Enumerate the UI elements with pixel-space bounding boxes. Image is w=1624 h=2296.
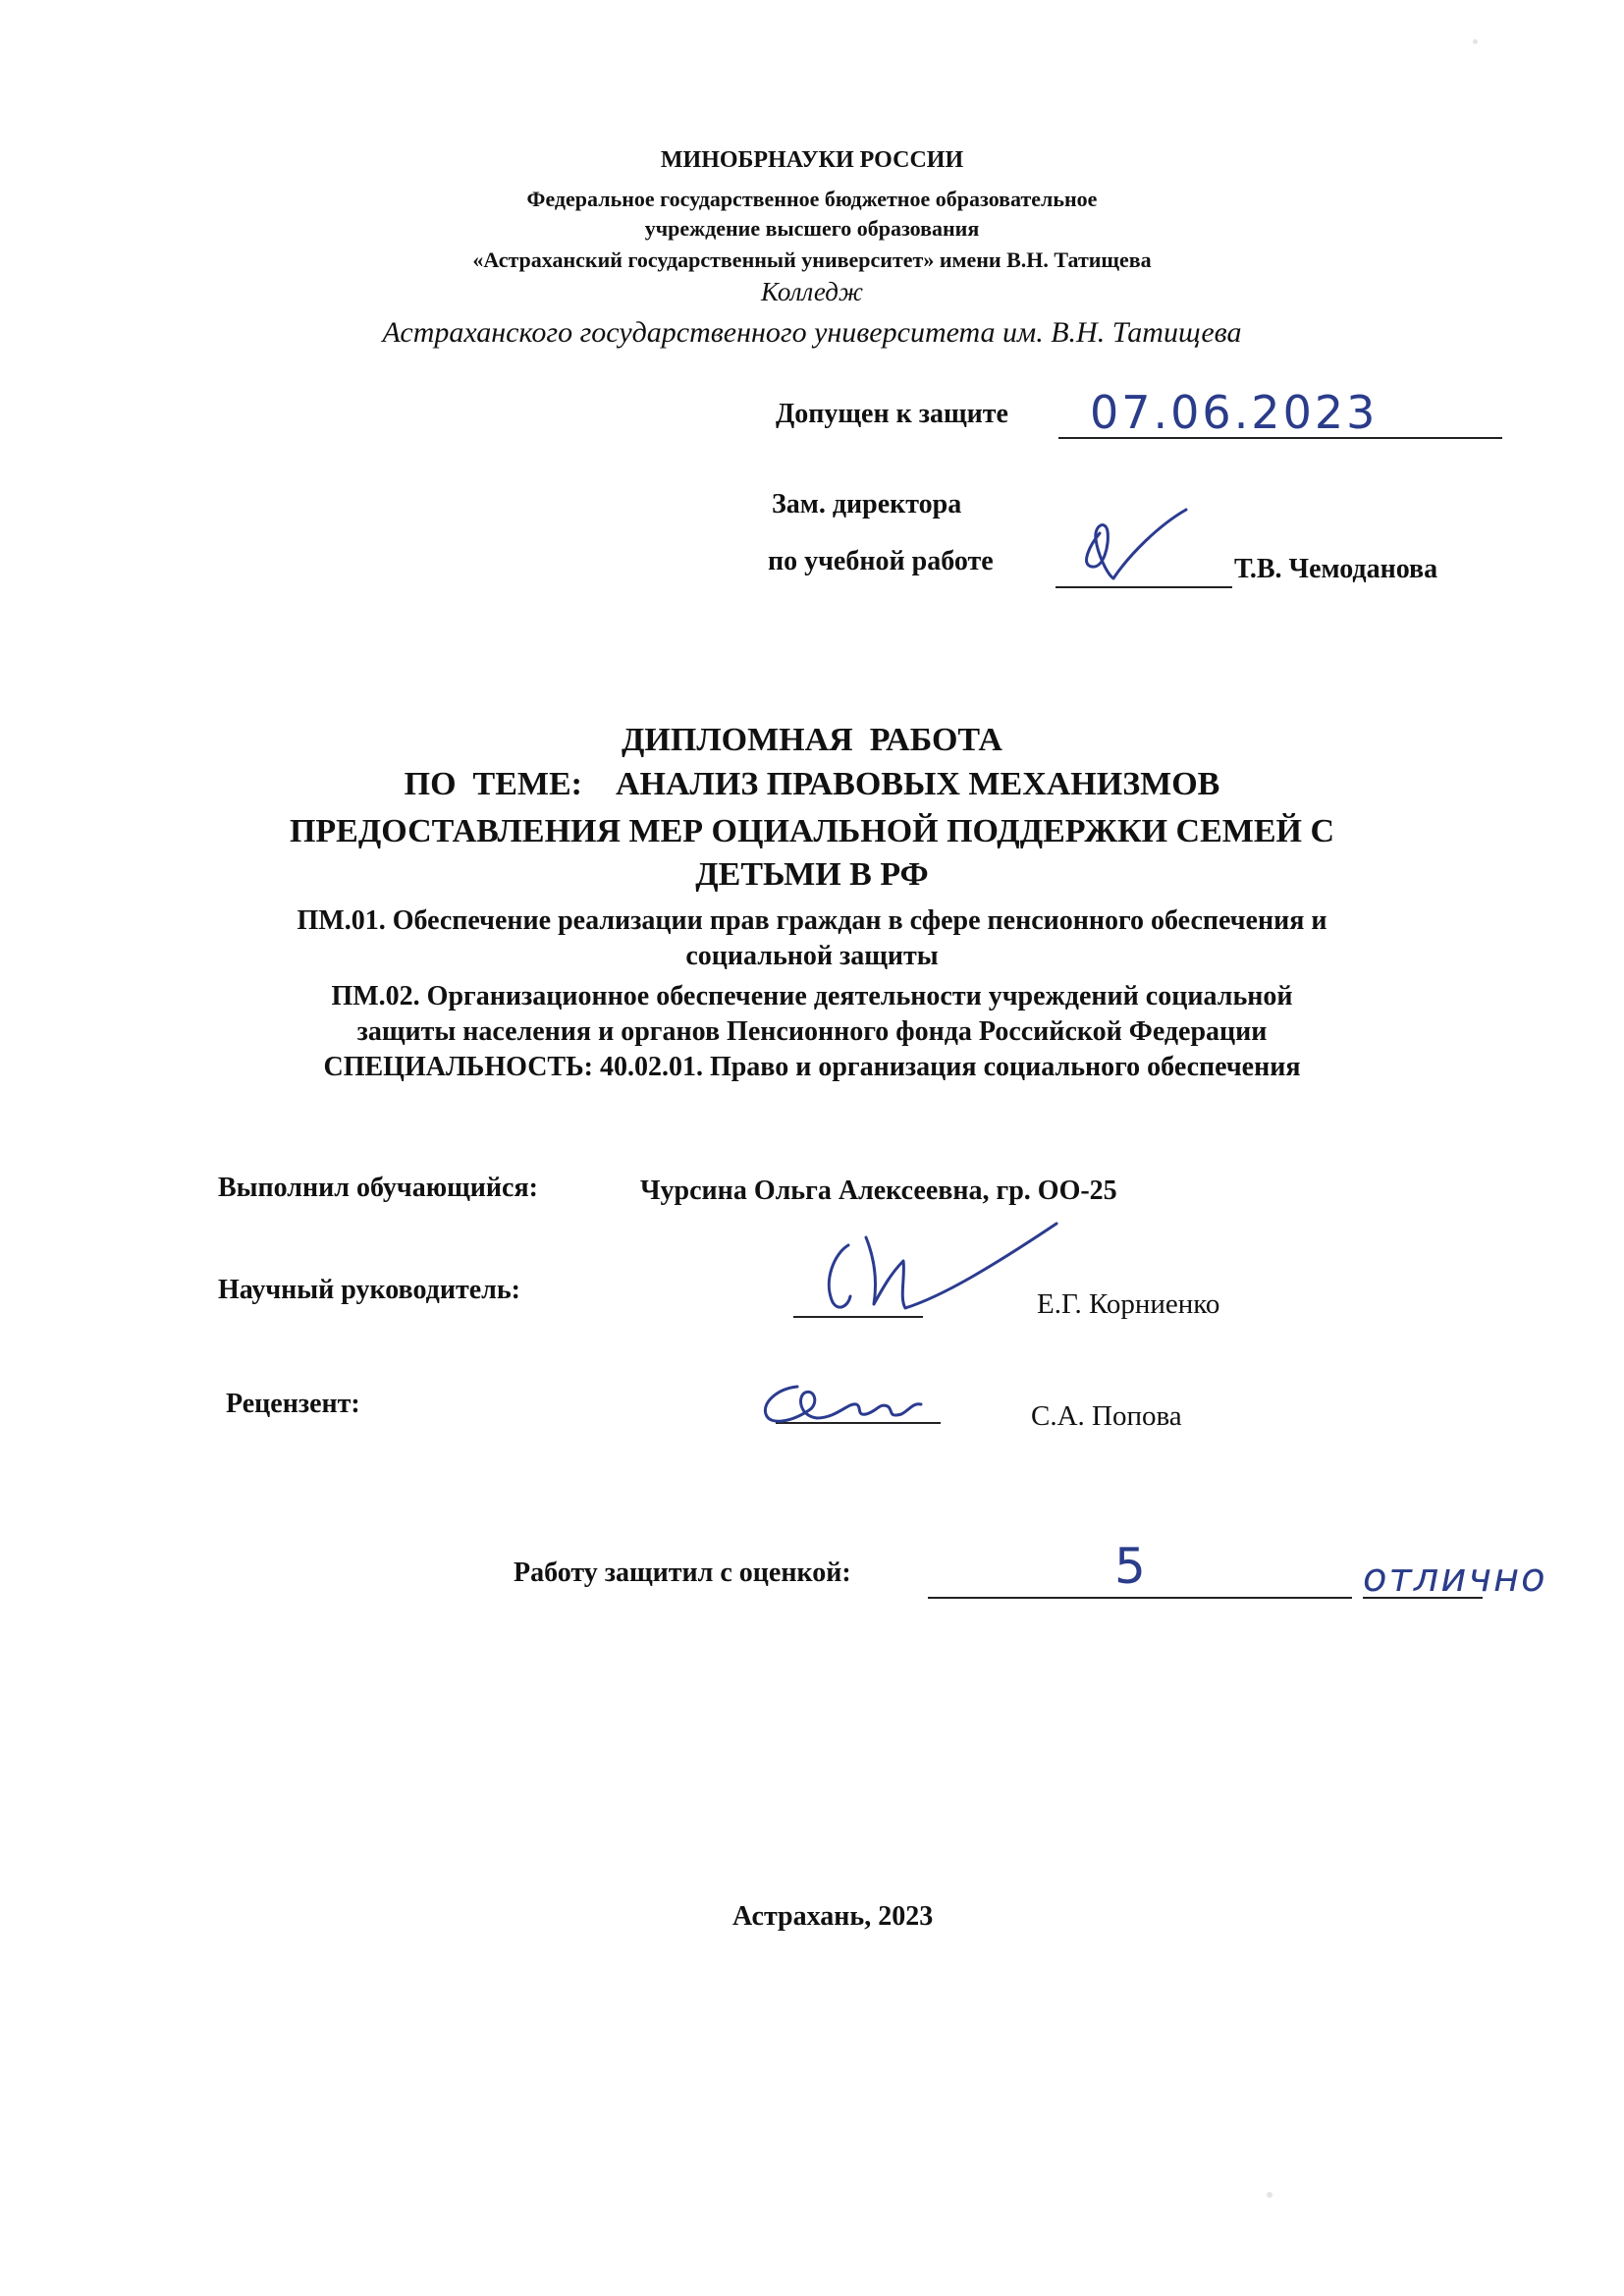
supervisor-label: Научный руководитель: <box>218 1275 520 1305</box>
topic-line-2: ПРЕДОСТАВЛЕНИЯ МЕР ОЦИАЛЬНОЙ ПОДДЕРЖКИ СЕМЕЙ С <box>289 813 1335 849</box>
pm01-line-2: социальной защиты <box>685 941 939 971</box>
grade-word-handwritten: отлично <box>1363 1556 1547 1601</box>
pm02-line-1: ПМ.02. Организационное обеспечение деятельности учреждений социальной <box>331 981 1293 1011</box>
institution-line-2: учреждение высшего образования <box>644 216 980 241</box>
grade-value-handwritten: 5 <box>1114 1538 1146 1595</box>
supervisor-signature-icon <box>815 1218 1070 1326</box>
institution-line-1: Федеральное государственное бюджетное образовательное <box>526 187 1098 211</box>
reviewer-label: Рецензент: <box>226 1389 360 1419</box>
grade-label: Работу защитил с оценкой: <box>514 1558 851 1588</box>
deputy-signature-line <box>1056 586 1232 588</box>
college-line-2: Астраханского государственного университета им. В.Н. Татищева <box>382 316 1242 349</box>
deputy-signature-icon <box>1070 506 1208 584</box>
ministry-heading: МИНОБРНАУКИ РОССИИ <box>660 147 964 173</box>
grade-line <box>928 1597 1352 1599</box>
deputy-label-line-2: по учебной работе <box>768 546 994 576</box>
topic-line-3: ДЕТЬМИ В РФ <box>695 856 929 893</box>
reviewer-signature-icon <box>758 1381 954 1440</box>
college-line-1: Колледж <box>760 277 864 306</box>
student-label: Выполнил обучающийся: <box>218 1173 538 1203</box>
pm02-line-2: защиты населения и органов Пенсионного фонда Российской Федерации <box>356 1016 1268 1047</box>
scan-speck <box>1473 39 1478 44</box>
reviewer-name: С.А. Попова <box>1031 1400 1182 1432</box>
city-year: Астрахань, 2023 <box>732 1901 934 1932</box>
supervisor-name: Е.Г. Корниенко <box>1037 1288 1220 1320</box>
scan-speck <box>1267 2192 1272 2198</box>
deputy-label-line-1: Зам. директора <box>772 489 962 519</box>
work-type-heading: ДИПЛОМНАЯ РАБОТА <box>622 722 1002 758</box>
topic-line-1: ПО ТЕМЕ: АНАЛИЗ ПРАВОВЫХ МЕХАНИЗМОВ <box>404 766 1220 802</box>
institution-line-3: «Астраханский государственный университет» имени В.Н. Татищева <box>472 247 1152 272</box>
deputy-name: Т.В. Чемоданова <box>1234 554 1438 584</box>
pm01-line-1: ПМ.01. Обеспечение реализации прав граждан в сфере пенсионного обеспечения и <box>297 905 1327 936</box>
specialty-line: СПЕЦИАЛЬНОСТЬ: 40.02.01. Право и организация социального обеспечения <box>323 1052 1301 1082</box>
admitted-date-handwritten: 07.06.2023 <box>1090 386 1379 439</box>
admitted-label: Допущен к защите <box>776 399 1008 429</box>
student-value: Чурсина Ольга Алексеевна, гр. ОО-25 <box>640 1175 1117 1206</box>
